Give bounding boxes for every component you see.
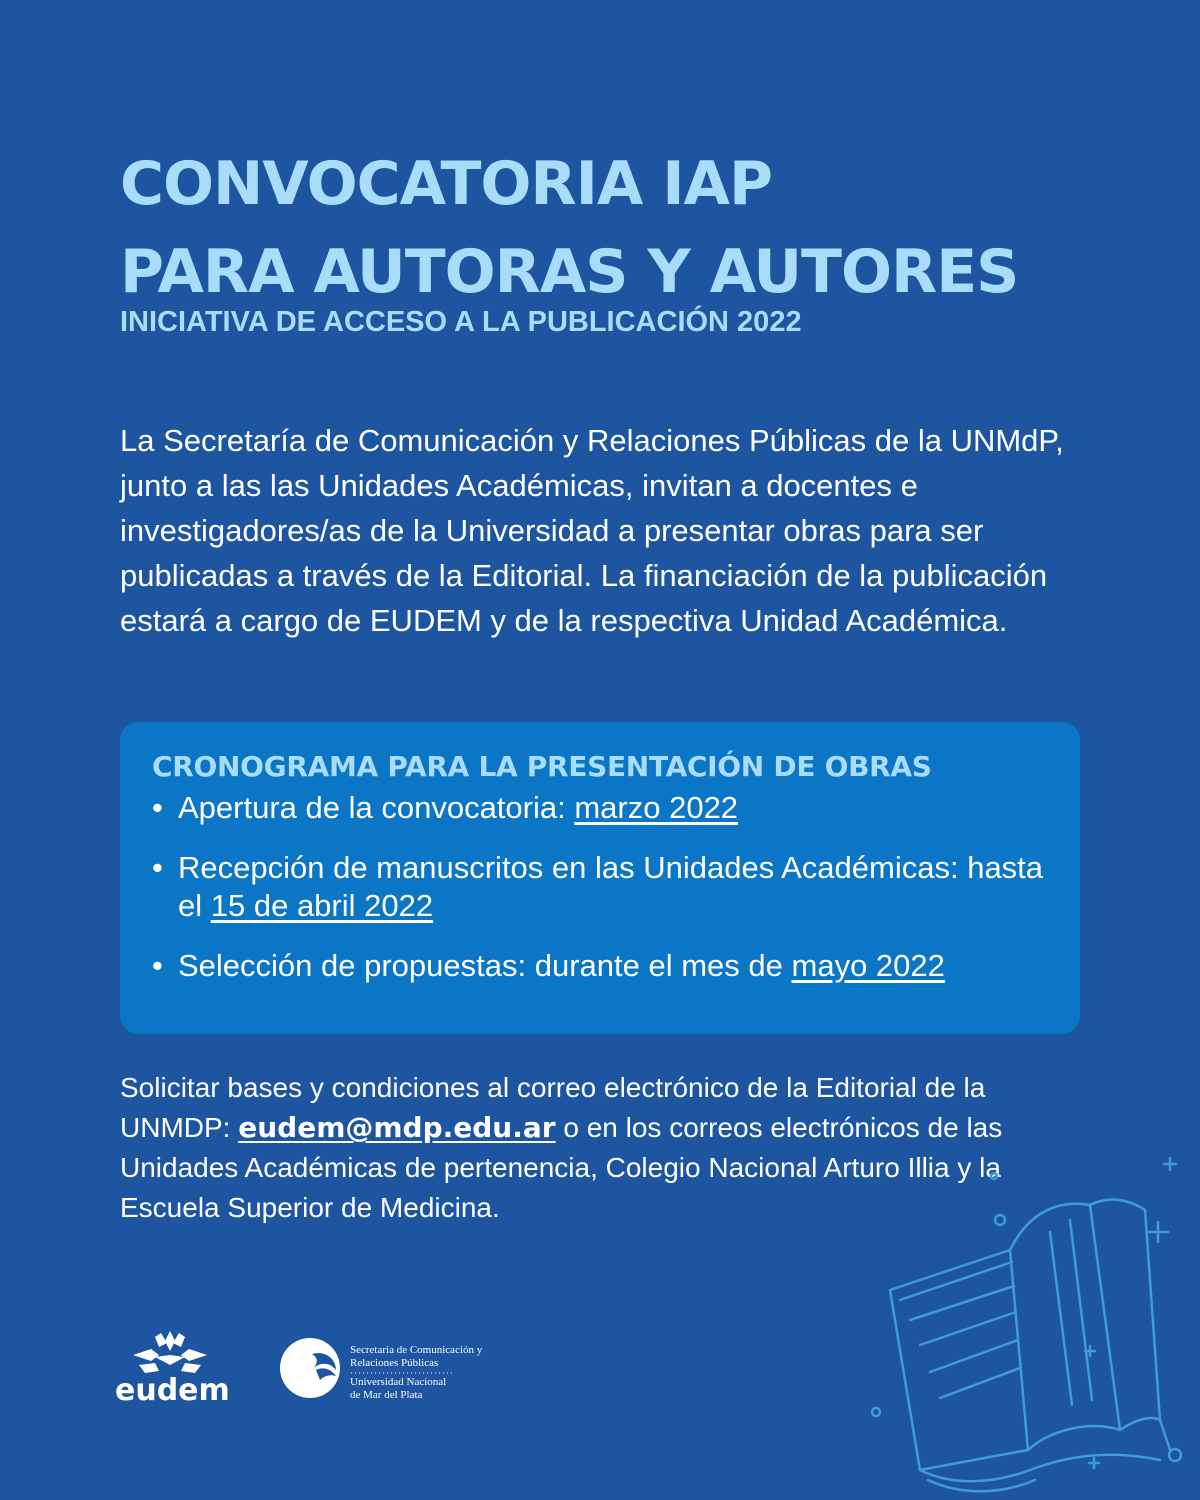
unmdp-logo-text: [350, 1344, 482, 1402]
unmdp-line-3: Universidad Nacional: [350, 1376, 447, 1388]
schedule-item-reception: [152, 849, 1048, 925]
schedule-title: CRONOGRAMA PARA LA PRESENTACIÓN DE OBRAS: [152, 750, 932, 783]
page-subtitle: INICIATIVA DE ACCESO A LA PUBLICACIÓN 2022: [120, 306, 802, 338]
page-title: [120, 140, 1018, 316]
eudem-logo-text: eudem: [115, 1373, 230, 1408]
unmdp-line-2: Relaciones Públicas: [350, 1357, 439, 1369]
outro-text-before: Solicitar bases y condiciones al correo electrónico de la Editorial de la UNMDP:: [120, 1072, 986, 1143]
unmdp-dots: ··························: [350, 1368, 454, 1378]
eudem-emblem-icon: [115, 1325, 225, 1377]
schedule-item-text: Selección de propuestas: durante el mes de: [178, 948, 792, 983]
title-line-2: PARA AUTORAS Y AUTORES: [120, 237, 1019, 307]
unmdp-line-1: Secretaria de Comunicación y: [350, 1344, 483, 1356]
unmdp-emblem-icon: [278, 1336, 342, 1400]
schedule-item-selection: [152, 947, 1048, 985]
title-line-1: CONVOCATORIA IAP: [120, 149, 772, 219]
schedule-item-date: marzo 2022: [574, 790, 739, 825]
schedule-item-text: Apertura de la convocatoria:: [178, 790, 575, 825]
unmdp-logo: [278, 1336, 518, 1406]
outro-text-after: o en los correos electrónicos de las Unidades Académicas de pertenencia, Colegio Nacional Arturo Illia y la Escuela Superior de Medicina.: [120, 1112, 1003, 1223]
schedule-item-date: mayo 2022: [791, 948, 945, 983]
eudem-logo: [115, 1325, 230, 1415]
email-link[interactable]: eudem@mdp.edu.ar: [238, 1111, 556, 1144]
schedule-list: [152, 789, 1048, 985]
unmdp-line-4: de Mar del Plata: [350, 1389, 423, 1401]
schedule-panel: [120, 722, 1080, 1034]
schedule-item-opening: [152, 789, 1048, 827]
schedule-item-text: Recepción de manuscritos en las Unidades Académicas: hasta el: [178, 850, 1044, 923]
intro-paragraph: La Secretaría de Comunicación y Relaciones Públicas de la UNMdP, junto a las las Unidades Académicas, invitan a docentes e investigadores/as de la Universidad a presentar obras para ser publicadas a través de la Editorial. La financiación de la publicación estará a cargo de EUDEM y de la respectiva Unidad Académica.: [120, 423, 1064, 638]
open-book-icon: [860, 1150, 1200, 1500]
schedule-item-date: 15 de abril 2022: [210, 888, 434, 923]
